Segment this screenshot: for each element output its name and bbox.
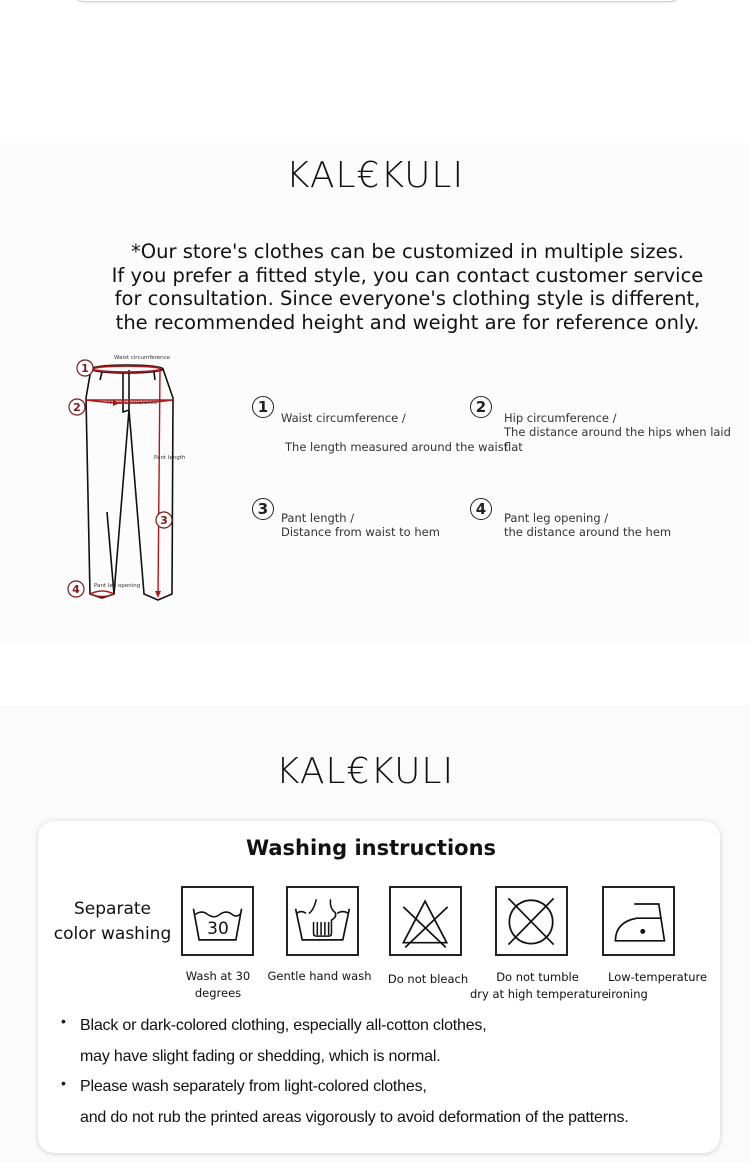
care-label-hand-wash bbox=[262, 968, 377, 985]
care-label-wash-30 bbox=[168, 968, 268, 1002]
label-line: Gentle hand wash bbox=[267, 969, 372, 983]
measure-title-waist: Waist circumference / bbox=[281, 411, 406, 425]
label-line: Low-temperature bbox=[608, 970, 708, 984]
note-line: Please wash separately from light-colored clothes, bbox=[80, 1078, 427, 1095]
measure-desc-leg: the distance around the hem bbox=[504, 525, 672, 539]
diagram-num-2: 2 bbox=[73, 401, 81, 414]
measure-num-1: 1 bbox=[252, 396, 274, 418]
diagram-label-waist: Waist circumference bbox=[114, 355, 171, 361]
washing-title: Washing instructions bbox=[245, 836, 497, 860]
wash-30-icon bbox=[181, 886, 254, 956]
bullet-icon: • bbox=[61, 1013, 66, 1029]
label-line: Do not bleach bbox=[387, 972, 469, 986]
measure-desc-length: Distance from waist to hem bbox=[281, 525, 440, 539]
diagram-num-1: 1 bbox=[81, 362, 89, 375]
diagram-label-leg: Pant leg opening bbox=[94, 583, 141, 589]
label-line: ironing bbox=[608, 987, 648, 1001]
notice-line: If you prefer a fitted style, you can contact customer service bbox=[111, 263, 704, 287]
label-line: Do not tumble bbox=[496, 970, 579, 984]
measure-title-hip: Hip circumference / bbox=[504, 411, 617, 425]
no-tumble-dry-icon bbox=[495, 886, 568, 956]
note-1 bbox=[80, 1010, 486, 1072]
note-line: and do not rub the printed areas vigorously to avoid deformation of the patterns. bbox=[80, 1109, 629, 1126]
measure-desc-hip: The distance around the hips when laid flat bbox=[504, 425, 731, 454]
no-bleach-icon bbox=[389, 886, 462, 956]
care-label-no-bleach bbox=[378, 971, 478, 988]
label-line: color washing bbox=[53, 924, 172, 944]
brand-logo: KAL€KULI bbox=[285, 155, 465, 196]
label-line: Wash at 30 bbox=[185, 969, 251, 983]
note-line: Black or dark-colored clothing, especially all-cotton clothes, bbox=[80, 1017, 487, 1034]
label-line: degrees bbox=[194, 986, 242, 1000]
size-notice bbox=[80, 240, 735, 334]
pants-measurement-diagram bbox=[62, 350, 197, 605]
notice-line: the recommended height and weight are for reference only. bbox=[115, 310, 700, 334]
bullet-icon: • bbox=[61, 1075, 66, 1091]
notice-line: *Our store's clothes can be customized in multiple sizes. bbox=[131, 240, 684, 263]
hand-wash-icon bbox=[286, 886, 359, 956]
diagram-num-4: 4 bbox=[72, 583, 80, 596]
diagram-num-3: 3 bbox=[160, 514, 168, 527]
note-2 bbox=[80, 1071, 629, 1133]
measure-title-leg: Pant leg opening / bbox=[504, 511, 609, 525]
measure-num-3: 3 bbox=[252, 498, 274, 520]
care-label-no-tumble-dry bbox=[470, 969, 609, 1003]
diagram-label-length: Pant length bbox=[154, 455, 186, 461]
measure-desc-waist: The length measured around the waist bbox=[285, 440, 509, 454]
brand-logo: KAL€KULI bbox=[275, 751, 455, 792]
label-line: dry at high temperature bbox=[470, 987, 609, 1001]
pants-icon bbox=[62, 350, 197, 605]
note-line: may have slight fading or shedding, which is normal. bbox=[80, 1048, 441, 1065]
measure-num-2: 2 bbox=[470, 396, 492, 418]
care-label-low-iron bbox=[608, 969, 718, 1003]
measure-num-4: 4 bbox=[470, 498, 492, 520]
wash-temp-value: 30 bbox=[207, 919, 229, 940]
label-line: Separate bbox=[74, 899, 151, 919]
low-iron-icon bbox=[602, 886, 675, 956]
notice-line: for consultation. Since everyone's clothing style is different, bbox=[114, 287, 701, 311]
diagram-label-hip: Hip circumference bbox=[107, 400, 158, 406]
measure-title-length: Pant length / bbox=[281, 511, 355, 525]
separate-color-washing-label bbox=[50, 897, 175, 947]
previous-card-edge bbox=[74, 0, 680, 2]
